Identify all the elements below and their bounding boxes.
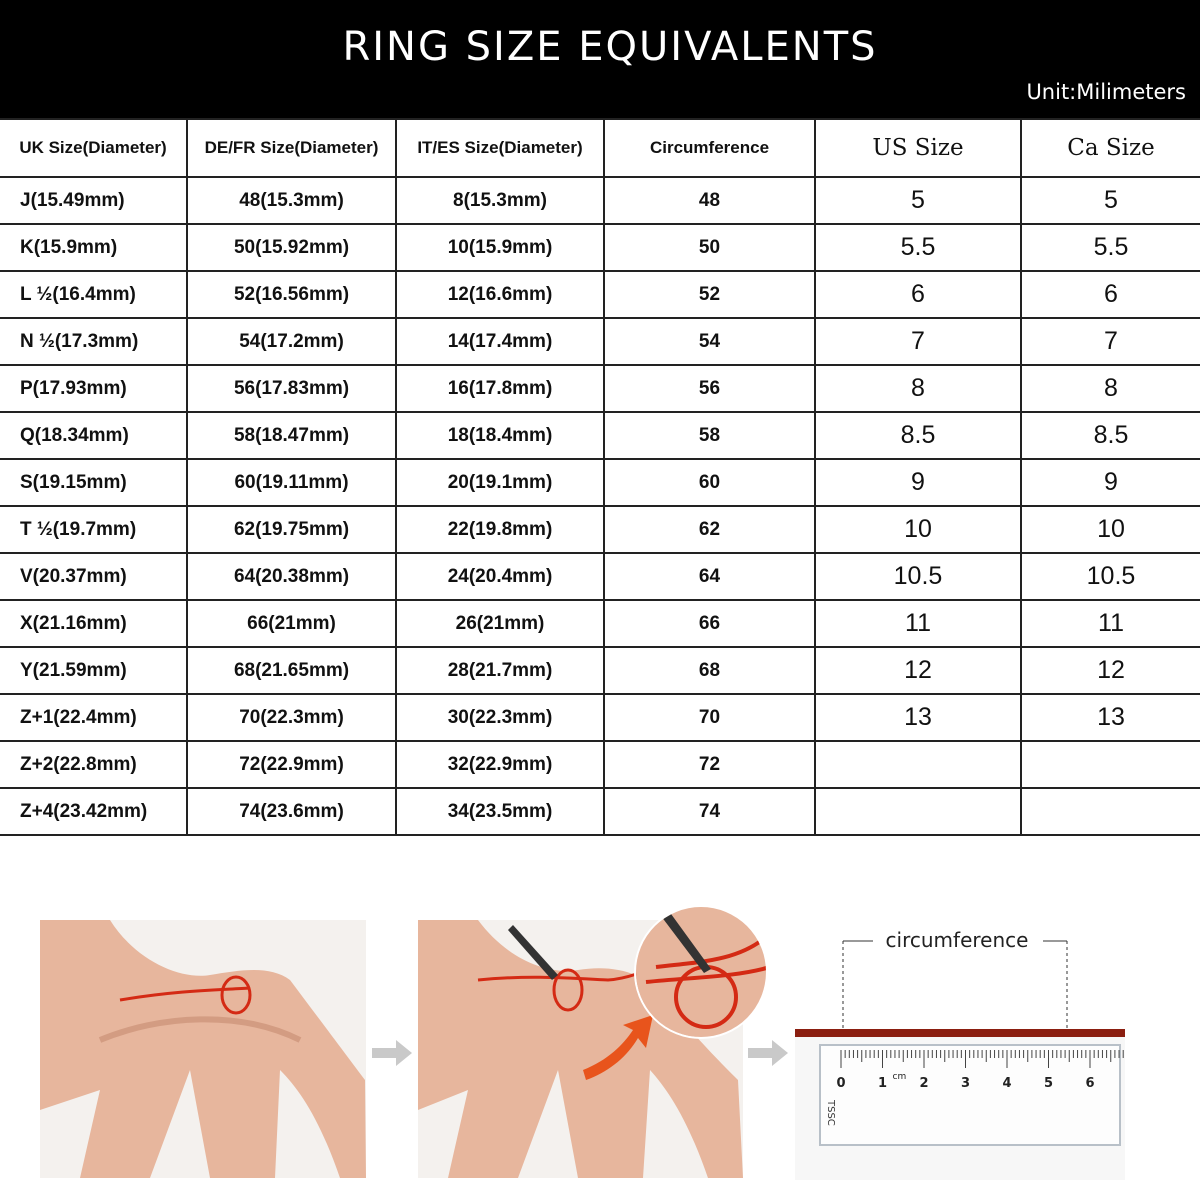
cell-ca: 7 <box>1021 318 1200 365</box>
cell-us: 12 <box>815 647 1021 694</box>
cell-ca <box>1021 788 1200 835</box>
cell-de-fr: 60(19.11mm) <box>187 459 396 506</box>
cell-ca: 5 <box>1021 177 1200 224</box>
table-header-row <box>0 119 1200 177</box>
ruler-tick-label: 0 <box>836 1076 846 1091</box>
cell-ca: 10 <box>1021 506 1200 553</box>
table-row <box>0 177 1200 224</box>
table-row <box>0 412 1200 459</box>
cell-de-fr: 72(22.9mm) <box>187 741 396 788</box>
cell-circumference: 74 <box>604 788 815 835</box>
cell-it-es: 8(15.3mm) <box>396 177 604 224</box>
table-row <box>0 459 1200 506</box>
table-row <box>0 553 1200 600</box>
cell-uk: K(15.9mm) <box>0 224 187 271</box>
cell-ca: 9 <box>1021 459 1200 506</box>
cell-it-es: 20(19.1mm) <box>396 459 604 506</box>
cell-ca <box>1021 741 1200 788</box>
table-body <box>0 177 1200 835</box>
cell-circumference: 68 <box>604 647 815 694</box>
cell-us: 5 <box>815 177 1021 224</box>
ring-size-table <box>0 118 1200 836</box>
cell-us <box>815 788 1021 835</box>
measured-string <box>795 1029 1125 1037</box>
column-header-it-es: IT/ES Size(Diameter) <box>396 119 604 177</box>
cell-it-es: 30(22.3mm) <box>396 694 604 741</box>
column-header-uk: UK Size(Diameter) <box>0 119 187 177</box>
cell-uk: N ½(17.3mm) <box>0 318 187 365</box>
cell-us: 8.5 <box>815 412 1021 459</box>
zoom-circle <box>634 905 768 1039</box>
table-row <box>0 600 1200 647</box>
cell-uk: S(19.15mm) <box>0 459 187 506</box>
cell-ca: 6 <box>1021 271 1200 318</box>
table-row <box>0 271 1200 318</box>
cell-ca: 8 <box>1021 365 1200 412</box>
cell-circumference: 60 <box>604 459 815 506</box>
cell-circumference: 72 <box>604 741 815 788</box>
cell-uk: Z+2(22.8mm) <box>0 741 187 788</box>
cell-us <box>815 741 1021 788</box>
cell-circumference: 70 <box>604 694 815 741</box>
table-row <box>0 318 1200 365</box>
cell-it-es: 26(21mm) <box>396 600 604 647</box>
step-arrow-2 <box>748 1040 788 1071</box>
cell-de-fr: 68(21.65mm) <box>187 647 396 694</box>
title-banner <box>0 0 1200 118</box>
cell-circumference: 50 <box>604 224 815 271</box>
ruler-tick-label: 4 <box>1002 1076 1012 1091</box>
cell-circumference: 62 <box>604 506 815 553</box>
table-row <box>0 647 1200 694</box>
table-row <box>0 224 1200 271</box>
cell-it-es: 10(15.9mm) <box>396 224 604 271</box>
cell-ca: 8.5 <box>1021 412 1200 459</box>
cell-de-fr: 62(19.75mm) <box>187 506 396 553</box>
cell-circumference: 54 <box>604 318 815 365</box>
ruler-tick-label: 1 <box>877 1076 888 1091</box>
cell-de-fr: 50(15.92mm) <box>187 224 396 271</box>
unit-label: Unit:Milimeters <box>1026 80 1186 104</box>
cell-uk: J(15.49mm) <box>0 177 187 224</box>
cell-us: 5.5 <box>815 224 1021 271</box>
cell-it-es: 16(17.8mm) <box>396 365 604 412</box>
cell-us: 13 <box>815 694 1021 741</box>
cell-uk: V(20.37mm) <box>0 553 187 600</box>
cell-circumference: 52 <box>604 271 815 318</box>
cell-de-fr: 48(15.3mm) <box>187 177 396 224</box>
cell-circumference: 48 <box>604 177 815 224</box>
cell-us: 11 <box>815 600 1021 647</box>
cell-it-es: 18(18.4mm) <box>396 412 604 459</box>
cell-us: 9 <box>815 459 1021 506</box>
table-row <box>0 506 1200 553</box>
cell-circumference: 56 <box>604 365 815 412</box>
column-header-de-fr: DE/FR Size(Diameter) <box>187 119 396 177</box>
cell-de-fr: 54(17.2mm) <box>187 318 396 365</box>
step1-hand-photo <box>40 920 366 1178</box>
cell-it-es: 22(19.8mm) <box>396 506 604 553</box>
table-row <box>0 788 1200 835</box>
ruler-tick-label: 6 <box>1085 1076 1095 1091</box>
column-header-ca: Ca Size <box>1021 119 1200 177</box>
cell-us: 10 <box>815 506 1021 553</box>
column-header-circumference: Circumference <box>604 119 815 177</box>
cell-uk: Y(21.59mm) <box>0 647 187 694</box>
cell-uk: T ½(19.7mm) <box>0 506 187 553</box>
cell-ca: 12 <box>1021 647 1200 694</box>
cell-us: 10.5 <box>815 553 1021 600</box>
cell-de-fr: 74(23.6mm) <box>187 788 396 835</box>
table-row <box>0 694 1200 741</box>
cell-it-es: 32(22.9mm) <box>396 741 604 788</box>
cell-de-fr: 66(21mm) <box>187 600 396 647</box>
cell-uk: X(21.16mm) <box>0 600 187 647</box>
cell-uk: Q(18.34mm) <box>0 412 187 459</box>
cell-it-es: 12(16.6mm) <box>396 271 604 318</box>
cell-circumference: 66 <box>604 600 815 647</box>
ruler-tick-label: 5 <box>1043 1076 1054 1091</box>
cell-de-fr: 56(17.83mm) <box>187 365 396 412</box>
cell-us: 6 <box>815 271 1021 318</box>
cell-uk: Z+1(22.4mm) <box>0 694 187 741</box>
ruler-tick-label: 2 <box>919 1076 929 1091</box>
cell-de-fr: 52(16.56mm) <box>187 271 396 318</box>
cell-it-es: 24(20.4mm) <box>396 553 604 600</box>
page-title: RING SIZE EQUIVALENTS <box>342 24 878 70</box>
cell-it-es: 14(17.4mm) <box>396 318 604 365</box>
cell-ca: 11 <box>1021 600 1200 647</box>
cell-uk: Z+4(23.42mm) <box>0 788 187 835</box>
cell-de-fr: 64(20.38mm) <box>187 553 396 600</box>
ruler-unit-label: cm <box>892 1072 907 1082</box>
table-row <box>0 365 1200 412</box>
cell-de-fr: 58(18.47mm) <box>187 412 396 459</box>
ruler-side-text: TSSC <box>825 1100 836 1126</box>
step3-ruler-panel <box>795 925 1125 1180</box>
cell-ca: 10.5 <box>1021 553 1200 600</box>
ruler-tick-label: 3 <box>960 1076 971 1091</box>
cell-it-es: 34(23.5mm) <box>396 788 604 835</box>
circumference-label: circumference <box>885 928 1029 952</box>
cell-it-es: 28(21.7mm) <box>396 647 604 694</box>
cell-us: 7 <box>815 318 1021 365</box>
cell-ca: 5.5 <box>1021 224 1200 271</box>
cell-uk: L ½(16.4mm) <box>0 271 187 318</box>
step-arrow-1 <box>372 1040 412 1071</box>
cell-us: 8 <box>815 365 1021 412</box>
cell-de-fr: 70(22.3mm) <box>187 694 396 741</box>
cell-uk: P(17.93mm) <box>0 365 187 412</box>
cell-circumference: 58 <box>604 412 815 459</box>
cell-ca: 13 <box>1021 694 1200 741</box>
column-header-us: US Size <box>815 119 1021 177</box>
table-row <box>0 741 1200 788</box>
cell-circumference: 64 <box>604 553 815 600</box>
